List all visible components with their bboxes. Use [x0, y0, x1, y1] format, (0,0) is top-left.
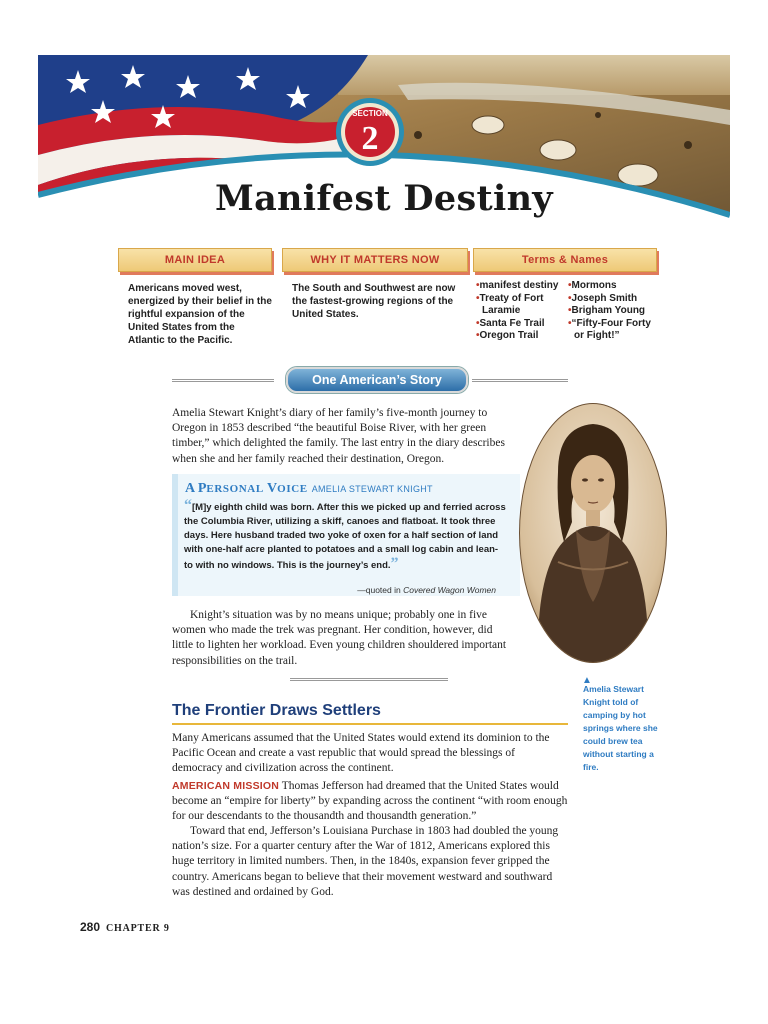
terms-list-1: [474, 280, 566, 343]
quote-source: —quoted in Covered Wagon Women: [357, 585, 496, 595]
chapter-label: CHAPTER 9: [106, 923, 170, 934]
terms-list-2: [566, 280, 658, 343]
page-title: Manifest Destiny: [215, 178, 553, 219]
paragraph: Toward that end, Jefferson’s Louisiana Purchase in 1803 had doubled the young nation’s size. For a quarter century after the War of 1812, Americans explored this huge territory in limited numbers. Then, in the 1840s, expansion fever gripped the country. Americans began to believe that their movement westward and southward was destined and ordained by God.: [172, 825, 559, 898]
portrait-image: [518, 402, 668, 664]
paragraph: Knight’s situation was by no means unique; probably one in five women who made the trek was pregnant. Her condition, however, did little to lighten her workload. Even young children shouldered important responsibilities on the trail.: [172, 609, 507, 667]
term-item: •Mormons: [568, 280, 617, 291]
page-footer: [80, 920, 170, 934]
personal-voice-author: AMELIA STEWART KNIGHT: [311, 484, 433, 494]
term-item: •Joseph Smith: [568, 292, 638, 304]
section-badge: [334, 96, 406, 168]
section-number: 2: [361, 120, 379, 157]
portrait-caption: Amelia Stewart Knight told of camping by hot springs where she could brew tea without starting a fire.: [583, 684, 658, 772]
divider: [290, 678, 448, 681]
main-idea-text: Americans moved west, energized by their belief in the rightful expansion of the United States from the Atlantic to the Pacific.: [128, 283, 272, 346]
term-item: •Santa Fe Trail: [476, 317, 545, 329]
subheading: AMERICAN MISSION: [172, 780, 280, 792]
paragraph: Many Americans assumed that the United States would extend its dominion to the Pacific Ocean and create a vast republic that would spread the blessings of democracy and civilization across the continent.: [172, 732, 550, 775]
term-item: •Oregon Trail: [476, 330, 539, 341]
term-item: •manifest destiny: [476, 280, 559, 291]
terms-names-tab: Terms & Names: [473, 248, 657, 272]
term-item: •“Fifty-Four Forty or Fight!”: [568, 317, 651, 341]
term-item: •Treaty of Fort Laramie: [476, 292, 544, 316]
paragraph: AMERICAN MISSION Thomas Jefferson had dreamed that the United States would become an “empire for liberty” by expanding across the continent “with room enough for our descendants to the thousandth and thousandth generation.”: [172, 780, 568, 823]
section-heading: The Frontier Draws Settlers: [172, 702, 381, 719]
why-it-matters-text: The South and Southwest are now the fastest-growing regions of the United States.: [292, 283, 456, 320]
caption-arrow-icon: ▲: [582, 675, 592, 686]
one-american-story-label: One American’s Story: [286, 367, 468, 393]
page-number: 280: [80, 920, 101, 934]
personal-voice-heading: A PERSONAL VOICE AMELIA STEWART KNIGHT: [185, 481, 433, 496]
why-it-matters-tab: WHY IT MATTERS NOW: [282, 248, 468, 272]
personal-voice-quote: “[M]y eighth child was born. After this we picked up and ferried across the Columbia River, utilizing a skiff, canoes and flatboat. It took three days. Here husband traded two yoke of oxen for a half section of land with one-half acre planted to potatoes and a small log cabin and lean-to with no windows. This is the journey’s end.”: [184, 497, 506, 572]
heading-rule: [172, 723, 568, 725]
divider: [172, 379, 274, 382]
main-idea-tab: MAIN IDEA: [118, 248, 272, 272]
divider: [472, 379, 568, 382]
intro-paragraph: Amelia Stewart Knight’s diary of her family’s five-month journey to Oregon in 1853 described “the beautiful Boise River, with her green timber,” which delighted the family. The last entry in the diary describes when she and her family reached their destination, Oregon.: [172, 407, 505, 465]
term-item: •Brigham Young: [568, 305, 646, 316]
section-label: SECTION: [352, 109, 388, 118]
